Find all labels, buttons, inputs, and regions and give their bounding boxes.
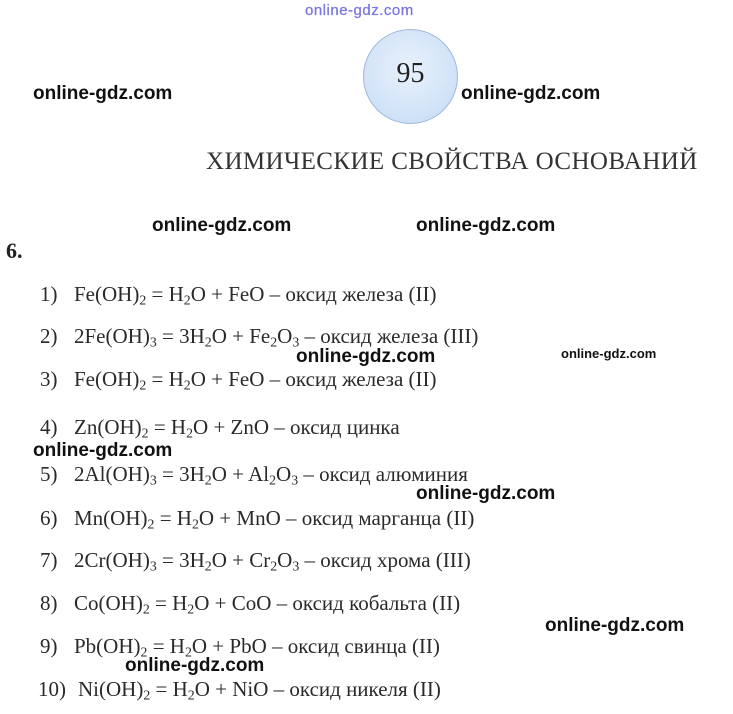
equation-fragment: Zn(OH) — [74, 415, 142, 439]
equation-fragment: O + FeO – оксид железа (II) — [190, 367, 437, 391]
equation-fragment: Fe(OH) — [74, 282, 140, 306]
equation-fragment: 2Fe(OH) — [74, 324, 150, 348]
subscript: 3 — [292, 558, 300, 574]
equation-fragment: Co(OH) — [74, 591, 143, 615]
equation-text — [74, 324, 478, 348]
subscript: 3 — [149, 558, 157, 574]
equation-fragment: 2Al(OH) — [74, 462, 150, 486]
equation-fragment: = H — [148, 415, 187, 439]
equation-number: 2) — [40, 324, 58, 348]
equation-fragment: O — [276, 462, 292, 486]
equation-fragment: = 3H — [156, 548, 205, 572]
subscript: 2 — [141, 425, 149, 441]
task-number: 6. — [6, 238, 23, 263]
equation-fragment: O + Al — [211, 462, 270, 486]
watermark: online-gdz.com — [33, 440, 173, 461]
equation-text — [74, 462, 468, 486]
equation-fragment: = H — [146, 367, 184, 391]
equation-number: 8) — [40, 591, 58, 615]
subscript: 2 — [184, 644, 192, 660]
watermark: online-gdz.com — [416, 483, 556, 504]
equation-fragment: = H — [150, 677, 188, 701]
equation-line — [40, 548, 471, 573]
equation-line — [40, 282, 437, 307]
watermark: online-gdz.com — [296, 346, 436, 367]
equation-fragment: O + ZnO – оксид цинка — [193, 415, 400, 439]
equation-fragment: 2Cr(OH) — [74, 548, 150, 572]
subscript: 2 — [147, 516, 155, 532]
equation-number: 9) — [40, 634, 58, 658]
page-number: 95 — [396, 58, 425, 89]
watermark: online-gdz.com — [561, 346, 657, 361]
equation-number: 10) — [38, 677, 66, 701]
watermark: online-gdz.com — [416, 215, 556, 236]
section-heading: ХИМИЧЕСКИЕ СВОЙСТВА ОСНОВАНИЙ — [206, 148, 698, 175]
subscript: 3 — [149, 472, 157, 488]
equation-number: 1) — [40, 282, 58, 306]
subscript: 2 — [139, 377, 147, 393]
equation-text — [74, 282, 437, 306]
subscript: 2 — [204, 472, 212, 488]
equation-fragment: O + NiO – оксид никеля (II) — [194, 677, 441, 701]
subscript: 3 — [291, 472, 299, 488]
equation-number: 5) — [40, 462, 58, 486]
watermark: online-gdz.com — [461, 83, 601, 104]
equation-line — [38, 677, 441, 702]
equation-text — [74, 367, 437, 391]
subscript: 2 — [142, 601, 150, 617]
subscript: 2 — [143, 687, 151, 703]
equation-fragment: O — [277, 548, 293, 572]
subscript: 2 — [204, 558, 212, 574]
subscript: 2 — [204, 334, 212, 350]
equation-fragment: O + MnO – оксид марганца (II) — [198, 506, 475, 530]
equation-fragment: = 3H — [156, 324, 205, 348]
equation-text — [74, 548, 471, 572]
watermark-top: online-gdz.com — [305, 2, 414, 19]
equation-fragment: = H — [154, 506, 192, 530]
subscript: 2 — [186, 425, 194, 441]
equation-fragment: Fe(OH) — [74, 367, 140, 391]
subscript: 2 — [183, 292, 191, 308]
subscript: 3 — [149, 334, 157, 350]
equation-fragment: Mn(OH) — [74, 506, 148, 530]
equation-fragment: O + Cr — [211, 548, 271, 572]
equation-fragment: – оксид хрома (III) — [299, 548, 471, 572]
equation-fragment: O + CoO – оксид кобальта (II) — [194, 591, 461, 615]
equation-line — [40, 415, 400, 440]
subscript: 2 — [139, 292, 147, 308]
equation-number: 7) — [40, 548, 58, 572]
equation-fragment: = H — [149, 591, 188, 615]
equation-fragment: O + Fe — [211, 324, 271, 348]
subscript: 3 — [292, 334, 300, 350]
equation-fragment: – оксид алюминия — [298, 462, 468, 486]
subscript: 2 — [140, 644, 148, 660]
equation-text — [74, 591, 460, 615]
equation-line — [40, 367, 437, 392]
equation-number: 4) — [40, 415, 58, 439]
subscript: 2 — [187, 687, 195, 703]
page-number-wrap — [363, 29, 458, 124]
subscript: 2 — [269, 472, 277, 488]
subscript: 2 — [270, 334, 278, 350]
equation-line — [40, 591, 460, 616]
equation-fragment: – оксид железа (III) — [299, 324, 479, 348]
subscript: 2 — [270, 558, 278, 574]
watermark: online-gdz.com — [125, 655, 265, 676]
equation-text — [74, 506, 474, 530]
equation-fragment: O — [277, 324, 293, 348]
equation-fragment: O + FeO – оксид железа (II) — [190, 282, 437, 306]
subscript: 2 — [191, 516, 199, 532]
equation-text — [78, 677, 441, 701]
equation-number: 3) — [40, 367, 58, 391]
equation-fragment: = H — [146, 282, 184, 306]
equation-text — [74, 415, 400, 439]
equation-line — [40, 462, 468, 487]
equation-fragment: Ni(OH) — [78, 677, 144, 701]
subscript: 2 — [187, 601, 195, 617]
watermark: online-gdz.com — [33, 83, 173, 104]
equation-number: 6) — [40, 506, 58, 530]
watermark: online-gdz.com — [152, 215, 292, 236]
subscript: 2 — [183, 377, 191, 393]
equation-fragment: = 3H — [156, 462, 205, 486]
equation-fragment: O + PbO – оксид свинца (II) — [191, 634, 440, 658]
equation-line — [40, 506, 474, 531]
watermark: online-gdz.com — [545, 615, 685, 636]
equation-fragment: Pb(OH) — [74, 634, 141, 658]
equation-fragment: = H — [147, 634, 185, 658]
